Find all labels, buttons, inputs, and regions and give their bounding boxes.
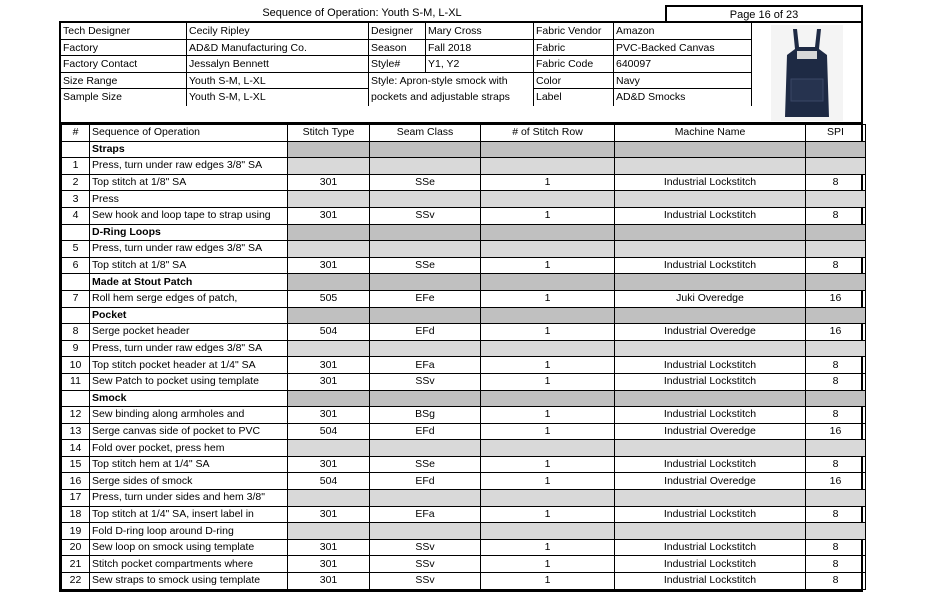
table-cell — [615, 390, 806, 407]
section-row — [62, 141, 866, 158]
table-cell: Industrial Lockstitch — [615, 257, 806, 274]
table-cell — [481, 274, 615, 291]
table-row — [62, 573, 866, 590]
table-cell — [481, 490, 615, 507]
header-cell: Factory Contact — [61, 56, 187, 73]
table-cell — [370, 241, 481, 258]
step-number: 11 — [62, 373, 90, 390]
table-cell — [288, 390, 370, 407]
table-cell — [615, 340, 806, 357]
table-cell — [615, 274, 806, 291]
table-cell: EFd — [370, 423, 481, 440]
table-cell — [806, 340, 866, 357]
header-cell: Style# — [369, 56, 426, 73]
table-cell — [370, 274, 481, 291]
operations-table — [61, 124, 866, 590]
table-cell: 1 — [481, 357, 615, 374]
title-bar — [59, 5, 863, 21]
table-cell: 1 — [481, 573, 615, 590]
table-cell: 1 — [481, 324, 615, 341]
section-row — [62, 274, 866, 291]
header-cell: Fabric — [534, 40, 614, 57]
operation-text: Sew straps to smock using template — [90, 573, 288, 590]
step-number: 5 — [62, 241, 90, 258]
operation-text: Press — [90, 191, 288, 208]
table-cell: Industrial Overedge — [615, 473, 806, 490]
header-cell: Tech Designer — [61, 23, 187, 40]
table-cell: 1 — [481, 456, 615, 473]
table-cell: 8 — [806, 207, 866, 224]
table-cell — [288, 158, 370, 175]
operation-text: Top stitch hem at 1/4" SA — [90, 456, 288, 473]
table-cell — [481, 440, 615, 457]
table-cell — [370, 490, 481, 507]
table-cell: 301 — [288, 539, 370, 556]
table-cell — [62, 390, 90, 407]
header-cell: Youth S-M, L-XL — [187, 73, 369, 90]
operation-text: Press, turn under raw edges 3/8" SA — [90, 340, 288, 357]
table-row — [62, 324, 866, 341]
table-cell — [288, 340, 370, 357]
header-cell: Designer — [369, 23, 426, 40]
table-row — [62, 207, 866, 224]
table-cell — [806, 440, 866, 457]
operation-text: Press, turn under raw edges 3/8" SA — [90, 158, 288, 175]
table-row — [62, 373, 866, 390]
table-cell: Industrial Lockstitch — [615, 573, 806, 590]
table-row — [62, 556, 866, 573]
table-cell: 301 — [288, 506, 370, 523]
table-cell — [370, 224, 481, 241]
header-cell: Season — [369, 40, 426, 57]
table-row — [62, 490, 866, 507]
table-cell — [806, 224, 866, 241]
section-title: D-Ring Loops — [90, 224, 288, 241]
table-cell: 301 — [288, 456, 370, 473]
table-cell: SSv — [370, 573, 481, 590]
header-cell: Label — [534, 89, 614, 106]
table-cell: SSv — [370, 556, 481, 573]
table-cell — [615, 191, 806, 208]
step-number: 21 — [62, 556, 90, 573]
header-cell: Style: Apron-style smock with — [369, 73, 534, 90]
page-number: Page 16 of 23 — [665, 5, 863, 21]
table-row — [62, 174, 866, 191]
table-cell — [615, 307, 806, 324]
section-row — [62, 390, 866, 407]
table-cell: 16 — [806, 290, 866, 307]
section-title: Smock — [90, 390, 288, 407]
header-cell: Size Range — [61, 73, 187, 90]
header-cell: Factory — [61, 40, 187, 57]
table-cell: 8 — [806, 506, 866, 523]
table-cell — [806, 241, 866, 258]
step-number: 17 — [62, 490, 90, 507]
table-cell: 301 — [288, 373, 370, 390]
table-cell: Industrial Overedge — [615, 423, 806, 440]
table-cell: 1 — [481, 556, 615, 573]
column-header: Machine Name — [615, 125, 806, 142]
step-number: 13 — [62, 423, 90, 440]
table-cell: 504 — [288, 473, 370, 490]
table-cell — [288, 307, 370, 324]
step-number: 18 — [62, 506, 90, 523]
step-number: 8 — [62, 324, 90, 341]
operation-text: Serge pocket header — [90, 324, 288, 341]
column-header: Seam Class — [370, 125, 481, 142]
section-title: Made at Stout Patch — [90, 274, 288, 291]
table-cell — [370, 307, 481, 324]
step-number: 15 — [62, 456, 90, 473]
table-row — [62, 407, 866, 424]
table-cell — [62, 274, 90, 291]
operation-text: Sew loop on smock using template — [90, 539, 288, 556]
table-cell — [370, 340, 481, 357]
table-cell — [806, 523, 866, 540]
step-number: 1 — [62, 158, 90, 175]
table-cell: 301 — [288, 257, 370, 274]
table-cell: 8 — [806, 373, 866, 390]
table-row — [62, 357, 866, 374]
table-cell: SSv — [370, 539, 481, 556]
column-header: Stitch Type — [288, 125, 370, 142]
table-cell: EFa — [370, 357, 481, 374]
table-cell: 504 — [288, 423, 370, 440]
table-cell: Industrial Lockstitch — [615, 539, 806, 556]
table-cell: SSv — [370, 207, 481, 224]
table-cell — [288, 241, 370, 258]
table-cell: Industrial Lockstitch — [615, 373, 806, 390]
step-number: 2 — [62, 174, 90, 191]
table-cell — [806, 490, 866, 507]
sheet-title: Sequence of Operation: Youth S-M, L-XL — [262, 7, 462, 19]
header-cell: PVC-Backed Canvas — [614, 40, 752, 57]
table-cell — [615, 158, 806, 175]
table-cell — [288, 274, 370, 291]
table-row — [62, 241, 866, 258]
table-cell — [62, 141, 90, 158]
header-cell: Jessalyn Bennett — [187, 56, 369, 73]
table-cell: SSv — [370, 373, 481, 390]
table-cell: 8 — [806, 573, 866, 590]
table-cell: SSe — [370, 174, 481, 191]
table-cell: SSe — [370, 257, 481, 274]
operations-table-wrap — [59, 124, 863, 592]
header-cell: 640097 — [614, 56, 752, 73]
table-cell — [481, 390, 615, 407]
table-cell — [370, 523, 481, 540]
table-cell: EFd — [370, 473, 481, 490]
table-cell: EFa — [370, 506, 481, 523]
table-cell: Industrial Lockstitch — [615, 556, 806, 573]
header-cell: AD&D Smocks — [614, 89, 752, 106]
table-cell: 16 — [806, 423, 866, 440]
table-cell — [481, 523, 615, 540]
table-cell — [370, 440, 481, 457]
operation-text: Press, turn under raw edges 3/8" SA — [90, 241, 288, 258]
operation-text: Top stitch at 1/4" SA, insert label in — [90, 506, 288, 523]
table-cell — [806, 390, 866, 407]
table-cell — [806, 191, 866, 208]
table-cell — [481, 241, 615, 258]
table-cell: 1 — [481, 257, 615, 274]
table-cell: 16 — [806, 473, 866, 490]
table-cell: Industrial Lockstitch — [615, 506, 806, 523]
step-number: 9 — [62, 340, 90, 357]
step-number: 3 — [62, 191, 90, 208]
step-number: 19 — [62, 523, 90, 540]
table-cell: Juki Overedge — [615, 290, 806, 307]
table-cell: Industrial Lockstitch — [615, 456, 806, 473]
table-cell — [288, 191, 370, 208]
operation-text: Top stitch pocket header at 1/4" SA — [90, 357, 288, 374]
table-cell: Industrial Lockstitch — [615, 207, 806, 224]
table-row — [62, 539, 866, 556]
step-number: 7 — [62, 290, 90, 307]
table-cell: Industrial Lockstitch — [615, 357, 806, 374]
step-number: 6 — [62, 257, 90, 274]
step-number: 4 — [62, 207, 90, 224]
table-row — [62, 340, 866, 357]
operation-text: Serge canvas side of pocket to PVC — [90, 423, 288, 440]
table-cell — [615, 490, 806, 507]
table-cell: 1 — [481, 207, 615, 224]
table-row — [62, 473, 866, 490]
table-cell: 1 — [481, 423, 615, 440]
table-cell: 1 — [481, 174, 615, 191]
operation-text: Sew Patch to pocket using template — [90, 373, 288, 390]
table-cell: 301 — [288, 573, 370, 590]
table-cell — [288, 523, 370, 540]
table-cell: 1 — [481, 407, 615, 424]
table-cell — [370, 158, 481, 175]
section-row — [62, 307, 866, 324]
table-cell — [615, 440, 806, 457]
table-row — [62, 506, 866, 523]
table-cell — [806, 307, 866, 324]
table-row — [62, 257, 866, 274]
operation-text: Sew binding along armholes and — [90, 407, 288, 424]
table-cell — [288, 440, 370, 457]
table-cell: EFd — [370, 324, 481, 341]
header-cell: Fabric Code — [534, 56, 614, 73]
table-cell — [481, 340, 615, 357]
table-cell — [481, 307, 615, 324]
header-block — [59, 21, 863, 124]
table-cell: 301 — [288, 207, 370, 224]
header-cell: Amazon — [614, 23, 752, 40]
operation-text: Fold over pocket, press hem — [90, 440, 288, 457]
table-cell: 1 — [481, 539, 615, 556]
table-cell — [615, 523, 806, 540]
header-cell: AD&D Manufacturing Co. — [187, 40, 369, 57]
table-cell: 505 — [288, 290, 370, 307]
product-photo — [752, 23, 861, 122]
table-row — [62, 290, 866, 307]
table-cell — [481, 191, 615, 208]
table-cell — [62, 307, 90, 324]
column-header: Sequence of Operation — [90, 125, 288, 142]
header-cell: Navy — [614, 73, 752, 90]
header-cell: Youth S-M, L-XL — [187, 89, 369, 106]
table-cell: EFe — [370, 290, 481, 307]
header-cell: Y1, Y2 — [426, 56, 534, 73]
section-title: Straps — [90, 141, 288, 158]
operation-text: Roll hem serge edges of patch, — [90, 290, 288, 307]
step-number: 14 — [62, 440, 90, 457]
table-row — [62, 523, 866, 540]
table-cell: 1 — [481, 506, 615, 523]
table-cell: 301 — [288, 407, 370, 424]
step-number: 22 — [62, 573, 90, 590]
header-cell: Fabric Vendor — [534, 23, 614, 40]
table-cell: 8 — [806, 456, 866, 473]
operation-text: Serge sides of smock — [90, 473, 288, 490]
table-cell — [288, 224, 370, 241]
step-number: 20 — [62, 539, 90, 556]
column-header: # — [62, 125, 90, 142]
header-cell: pockets and adjustable straps — [369, 89, 534, 106]
table-cell — [806, 274, 866, 291]
table-row — [62, 456, 866, 473]
header-cell: Sample Size — [61, 89, 187, 106]
table-cell — [615, 224, 806, 241]
table-cell: 8 — [806, 357, 866, 374]
table-cell: 8 — [806, 174, 866, 191]
table-row — [62, 191, 866, 208]
table-cell — [62, 224, 90, 241]
table-cell: 1 — [481, 290, 615, 307]
table-cell — [806, 141, 866, 158]
column-header: # of Stitch Row — [481, 125, 615, 142]
table-cell: Industrial Overedge — [615, 324, 806, 341]
table-cell — [288, 490, 370, 507]
table-cell — [288, 141, 370, 158]
table-cell — [370, 191, 481, 208]
table-cell: 1 — [481, 373, 615, 390]
table-cell: 8 — [806, 539, 866, 556]
header-grid — [61, 23, 752, 122]
operation-text: Top stitch at 1/8" SA — [90, 174, 288, 191]
table-cell: 16 — [806, 324, 866, 341]
table-cell — [615, 141, 806, 158]
operation-text: Stitch pocket compartments where — [90, 556, 288, 573]
table-header-row — [62, 125, 866, 142]
step-number: 16 — [62, 473, 90, 490]
section-row — [62, 224, 866, 241]
table-cell — [370, 390, 481, 407]
apron-icon — [771, 25, 843, 121]
table-cell — [615, 241, 806, 258]
table-cell: 8 — [806, 407, 866, 424]
table-row — [62, 423, 866, 440]
spec-sheet — [59, 5, 863, 592]
table-cell: 8 — [806, 257, 866, 274]
step-number: 12 — [62, 407, 90, 424]
section-title: Pocket — [90, 307, 288, 324]
header-cell: Cecily Ripley — [187, 23, 369, 40]
table-cell — [370, 141, 481, 158]
table-cell: Industrial Lockstitch — [615, 407, 806, 424]
operation-text: Sew hook and loop tape to strap using — [90, 207, 288, 224]
table-cell: SSe — [370, 456, 481, 473]
operation-text: Fold D-ring loop around D-ring — [90, 523, 288, 540]
table-cell — [481, 158, 615, 175]
table-cell: 8 — [806, 556, 866, 573]
header-cell: Fall 2018 — [426, 40, 534, 57]
column-header: SPI — [806, 125, 866, 142]
table-cell: 301 — [288, 174, 370, 191]
table-cell: 504 — [288, 324, 370, 341]
table-cell — [806, 158, 866, 175]
table-cell: BSg — [370, 407, 481, 424]
header-cell: Color — [534, 73, 614, 90]
table-cell: 301 — [288, 357, 370, 374]
table-cell: Industrial Lockstitch — [615, 174, 806, 191]
table-row — [62, 440, 866, 457]
table-cell — [481, 224, 615, 241]
table-cell — [481, 141, 615, 158]
header-cell: Mary Cross — [426, 23, 534, 40]
operation-text: Top stitch at 1/8" SA — [90, 257, 288, 274]
step-number: 10 — [62, 357, 90, 374]
table-cell: 301 — [288, 556, 370, 573]
operation-text: Press, turn under sides and hem 3/8" — [90, 490, 288, 507]
table-row — [62, 158, 866, 175]
table-cell: 1 — [481, 473, 615, 490]
